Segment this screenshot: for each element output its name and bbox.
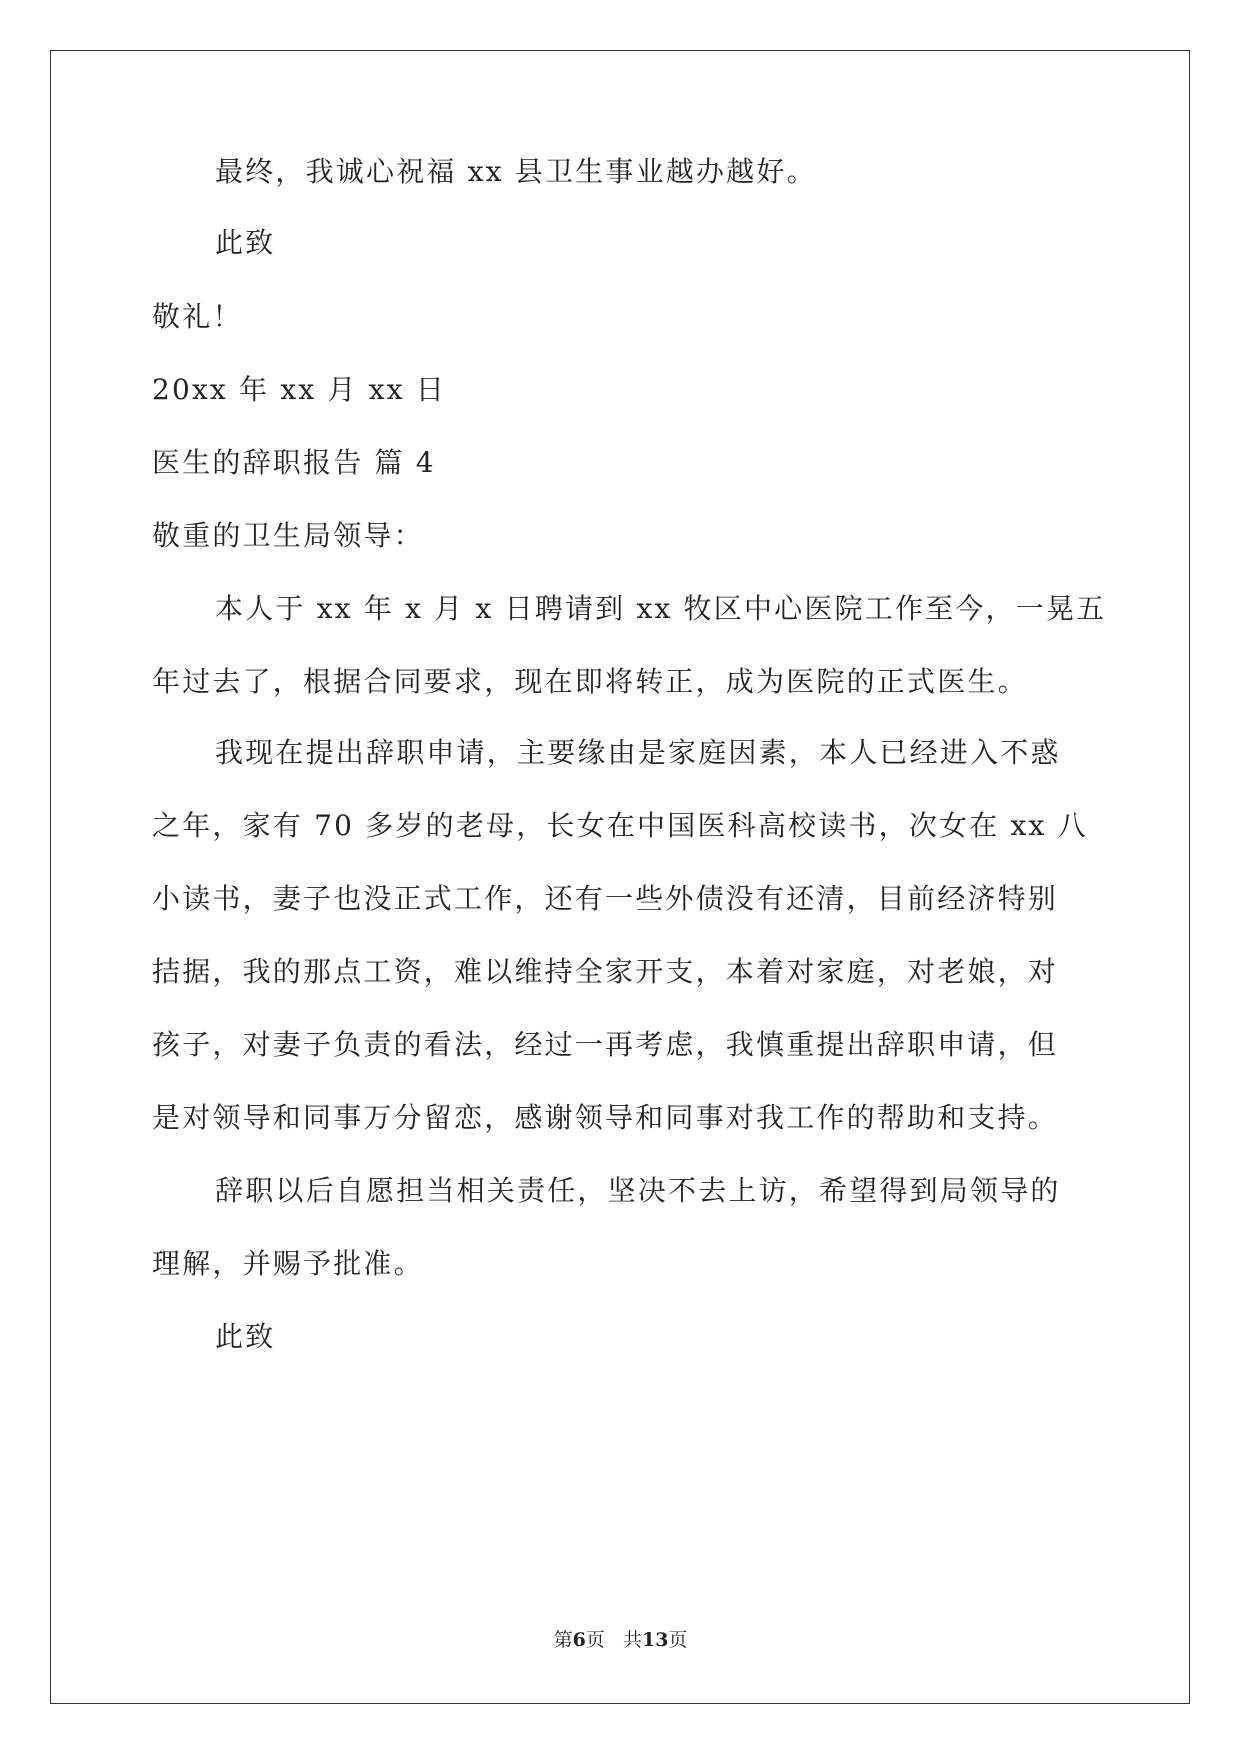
body-line: 小读书，妻子也没正式工作，还有一些外债没有还清，目前经济特别 xyxy=(152,882,1059,915)
section-heading: 医生的辞职报告 篇 4 xyxy=(152,446,436,479)
date-line: 20xx 年 xx 月 xx 日 xyxy=(152,373,447,406)
body-line: 孩子，对妻子负责的看法，经过一再考虑，我慎重提出辞职申请，但 xyxy=(152,1028,1059,1061)
footer-prefix: 第 xyxy=(553,1629,573,1651)
body-line: 我现在提出辞职申请，主要缘由是家庭因素，本人已经进入不惑 xyxy=(215,736,1061,769)
body-line: 之年，家有 70 多岁的老母，长女在中国医科高校读书，次女在 xx 八 xyxy=(152,809,1088,842)
current-page-number: 6 xyxy=(572,1629,586,1651)
salutation-cizhi: 此致 xyxy=(215,226,276,259)
body-line: 辞职以后自愿担当相关责任，坚决不去上访，希望得到局领导的 xyxy=(215,1174,1061,1207)
footer-total-prefix: 共 xyxy=(622,1629,642,1651)
closing-wish-line: 最终，我诚心祝福 xx 县卫生事业越办越好。 xyxy=(215,155,817,188)
body-line: 是对领导和同事万分留恋，感谢领导和同事对我工作的帮助和支持。 xyxy=(152,1101,1059,1134)
total-page-number: 13 xyxy=(641,1629,669,1651)
salutation-cizhi: 此致 xyxy=(215,1320,276,1353)
salutation-jingli: 敬礼！ xyxy=(152,300,243,333)
body-line: 年过去了，根据合同要求，现在即将转正，成为医院的正式医生。 xyxy=(152,665,1028,698)
footer-total-suffix: 页 xyxy=(668,1629,688,1651)
letter-addressee: 敬重的卫生局领导： xyxy=(152,519,424,552)
body-line: 拮据，我的那点工资，难以维持全家开支，本着对家庭，对老娘，对 xyxy=(152,955,1059,988)
body-line: 理解，并赐予批准。 xyxy=(152,1247,424,1280)
footer-page-suffix: 页 xyxy=(585,1629,605,1651)
page-footer xyxy=(0,1628,1241,1652)
body-line: 本人于 xx 年 x 月 x 日聘请到 xx 牧区中心医院工作至今，一晃五 xyxy=(215,592,1107,625)
